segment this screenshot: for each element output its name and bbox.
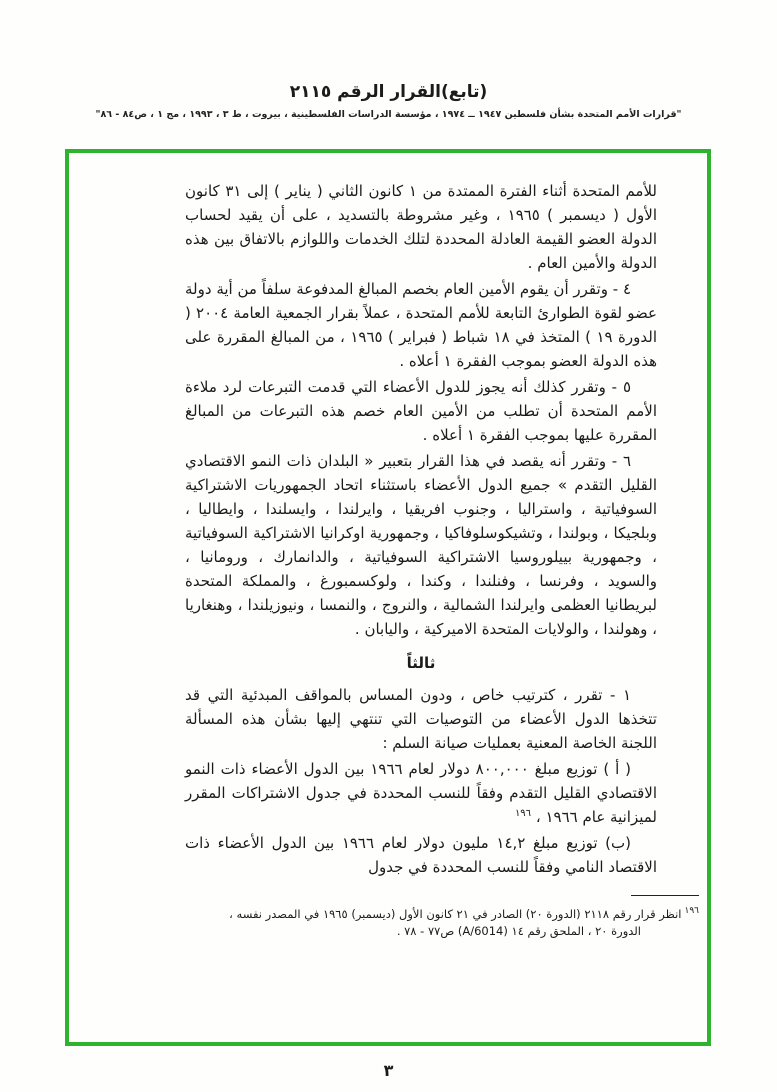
paragraph-1-after-heading: ١ - تقرر ، كترتيب خاص ، ودون المساس بالمواقف المبدئية التي قد تتخذها الدول الأعضاء من التوصيات التي تنتهي إليها بشأن هذه المسألة اللجنة الخاصة المعنية بعمليات صيانة السلم : [185,686,657,752]
paragraph-6: ٦ - وتقرر أنه يقصد في هذا القرار بتعبير « البلدان ذات النمو الاقتصادي القليل التقدم » جميع الدول الأعضاء باستثناء اتحاد الجمهوريات الاشتراكية السوفياتية ، واستراليا ، وجنوب افريقيا ، وايرلندا ، وايسلندا ، وايطاليا ، وبلجيكا ، وبولندا ، وتشيكوسلوفاكيا ، وجمهورية اوكرانيا الاشتراكية السوفياتية ، وجمهورية بييلوروسيا الاشتراكية السوفياتية ، والدانمارك ، ورومانيا ، والسويد ، وفرنسا ، وفنلندا ، وكندا ، ولوكسمبورغ ، والمملكة المتحدة لبريطانيا العظمى وايرلندا الشمالية ، والنروج ، والنمسا ، ونيوزيلندا ، وهنغاريا ، وهولندا ، والولايات المتحدة الاميركية ، واليابان . [185,452,657,638]
section-heading-thirdly: ثالثاً [406,654,436,672]
body-text [185,177,699,940]
paragraph-item-b [185,831,657,879]
item-a-text: ( أ ) توزيع مبلغ ٨٠٠,٠٠٠ دولار لعام ١٩٦٦ بين الدول الأعضاء ذات النمو الاقتصادي القليل التقدم وفقاً للنسب المحددة في جدول الاشتراكات المقرر لميزانية عام ١٩٦٦ ، [185,760,657,826]
paragraph-4: ٤ - وتقرر أن يقوم الأمين العام بخصم المبالغ المدفوعة سلفاً من أية دولة عضو لقوة الطوارئ التابعة للأمم المتحدة ، عملاً بقرار الجمعية العامة ٢٠٠٤ ( الدورة ١٩ ) المتخذ في ١٨ شباط ( فبراير ) ١٩٦٥ ، من المبالغ المقررة على هذه الدولة العضو بموجب الفقرة ١ أعلاه . [185,280,657,370]
footnote-line-1 [127,903,699,923]
page-frame [65,149,711,1046]
footnote-divider [631,895,699,896]
footnote-block [127,895,699,940]
page-number: ٣ [383,1061,394,1080]
item-b-text: (ب) توزيع مبلغ ١٤,٢ مليون دولار لعام ١٩٦٦ بين الدول الأعضاء ذات الاقتصاد النامي وفقاً للنسب المحددة في جدول [185,834,657,876]
footnote-line-2: الدورة ٢٠ ، الملحق رقم ١٤ (A/6014) ص٧٧ - ٧٨ . [396,923,641,938]
paragraph-5: ٥ - وتقرر كذلك أنه يجوز للدول الأعضاء التي قدمت التبرعات لرد ملاءة الأمم المتحدة أن تطلب من الأمين العام خصم هذه التبرعات من المبالغ المقررة عليها بموجب الفقرة ١ أعلاه . [185,378,657,444]
page-header [0,82,777,120]
paragraph-item-a [185,757,657,829]
paragraph-continuation: للأمم المتحدة أثناء الفترة الممتدة من ١ كانون الثاني ( يناير ) إلى ٣١ كانون الأول ( ديسمبر ) ١٩٦٥ ، وغير مشروطة بالتسديد ، على أن يقيد لحساب الدولة العضو القيمة العادلة المحددة لتلك الخدمات واللوازم بالاتفاق بين هذه الدولة والأمين العام . [185,182,658,272]
footnote-text-1: انظر قرار رقم ٢١١٨ (الدورة ٢٠) الصادر في ٢١ كانون الأول (ديسمبر) ١٩٦٥ في المصدر نفسه ، [229,906,682,921]
footnote-marker: ١٩٦ [684,906,699,916]
source-citation: "قرارات الأمم المتحدة بشأن فلسطين ١٩٤٧ ــ ١٩٧٤ ، مؤسسة الدراسات الفلسطينية ، بيروت ، ط ٣ ، ١٩٩٣ ، مج ١ ، ص٨٤ - ٨٦" [95,109,682,120]
footnote-reference-196: ١٩٦ [514,808,532,819]
resolution-title: (تابع)القرار الرقم ٢١١٥ [289,82,488,102]
